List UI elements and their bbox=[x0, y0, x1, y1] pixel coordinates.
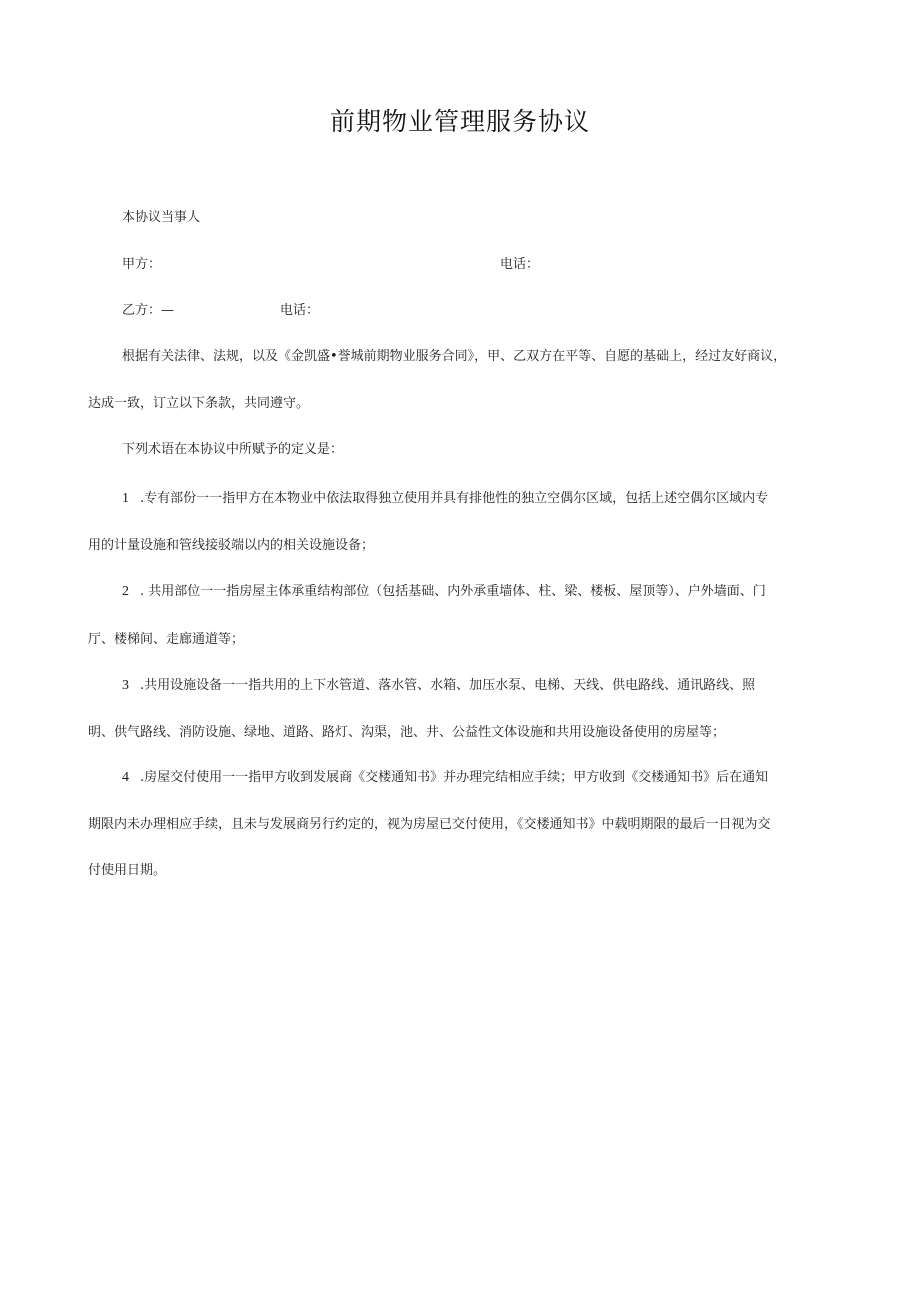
preamble-line-2: 达成一致，订立以下条款，共同遵守。 bbox=[88, 396, 310, 411]
preamble-line-1: 根据有关法律、法规，以及《金凯盛•誉城前期物业服务合同》，甲、乙双方在平等、自愿的基础上，经过友好商议， bbox=[122, 349, 787, 364]
definition-4-number: 4 bbox=[122, 770, 129, 785]
party-a-phone-label: 电话： bbox=[500, 257, 540, 272]
party-b-label: 乙方：— bbox=[122, 303, 175, 318]
document-title: 前期物业管理服务协议 bbox=[329, 107, 590, 136]
definition-3-line-1 bbox=[122, 677, 755, 695]
party-a-label: 甲方： bbox=[122, 257, 162, 272]
definition-4-line-2: 期限内未办理相应手续，且未与发展商另行约定的，视为房屋已交付使用，《交楼通知书》中载明期限的最后一日视为交 bbox=[88, 817, 771, 832]
definition-3-line-2: 明、供气路线、消防设施、绿地、道路、路灯、沟渠，池、井、公益性文体设施和共用设施设备使用的房屋等； bbox=[88, 725, 726, 740]
party-b-phone-label: 电话： bbox=[280, 303, 320, 318]
definition-4-text: .房屋交付使用一一指甲方收到发展商《交楼通知书》并办理完结相应手续；甲方收到《交楼通知书》后在通知 bbox=[140, 770, 769, 785]
definition-1-line-2: 用的计量设施和管线接驳端以内的相关设施设备； bbox=[88, 538, 375, 553]
definition-4-line-1 bbox=[122, 769, 768, 787]
parties-heading: 本协议当事人 bbox=[122, 210, 201, 225]
definition-2-text: . 共用部位一一指房屋主体承重结构部位（包括基础、内外承重墙体、柱、梁、楼板、屋顶等）、户外墙面、门 bbox=[140, 584, 766, 599]
definition-2-line-2: 厅、楼梯间、走廊通道等； bbox=[88, 632, 245, 647]
definition-2-number: 2 bbox=[122, 584, 129, 599]
definition-1-line-1 bbox=[122, 490, 768, 508]
definition-1-text: .专有部份一一指甲方在本物业中依法取得独立使用并具有排他性的独立空偶尔区域，包括上述空偶尔区域内专 bbox=[140, 491, 769, 506]
definition-2-line-1 bbox=[122, 583, 766, 601]
definitions-intro: 下列术语在本协议中所赋予的定义是： bbox=[122, 442, 344, 457]
definition-3-number: 3 bbox=[122, 678, 129, 693]
definition-1-number: 1 bbox=[122, 491, 129, 506]
definition-4-line-3: 付使用日期。 bbox=[88, 863, 167, 878]
definition-3-text: .共用设施设备一一指共用的上下水管道、落水管、水箱、加压水泵、电梯、天线、供电路线、通讯路线、照 bbox=[140, 678, 756, 693]
